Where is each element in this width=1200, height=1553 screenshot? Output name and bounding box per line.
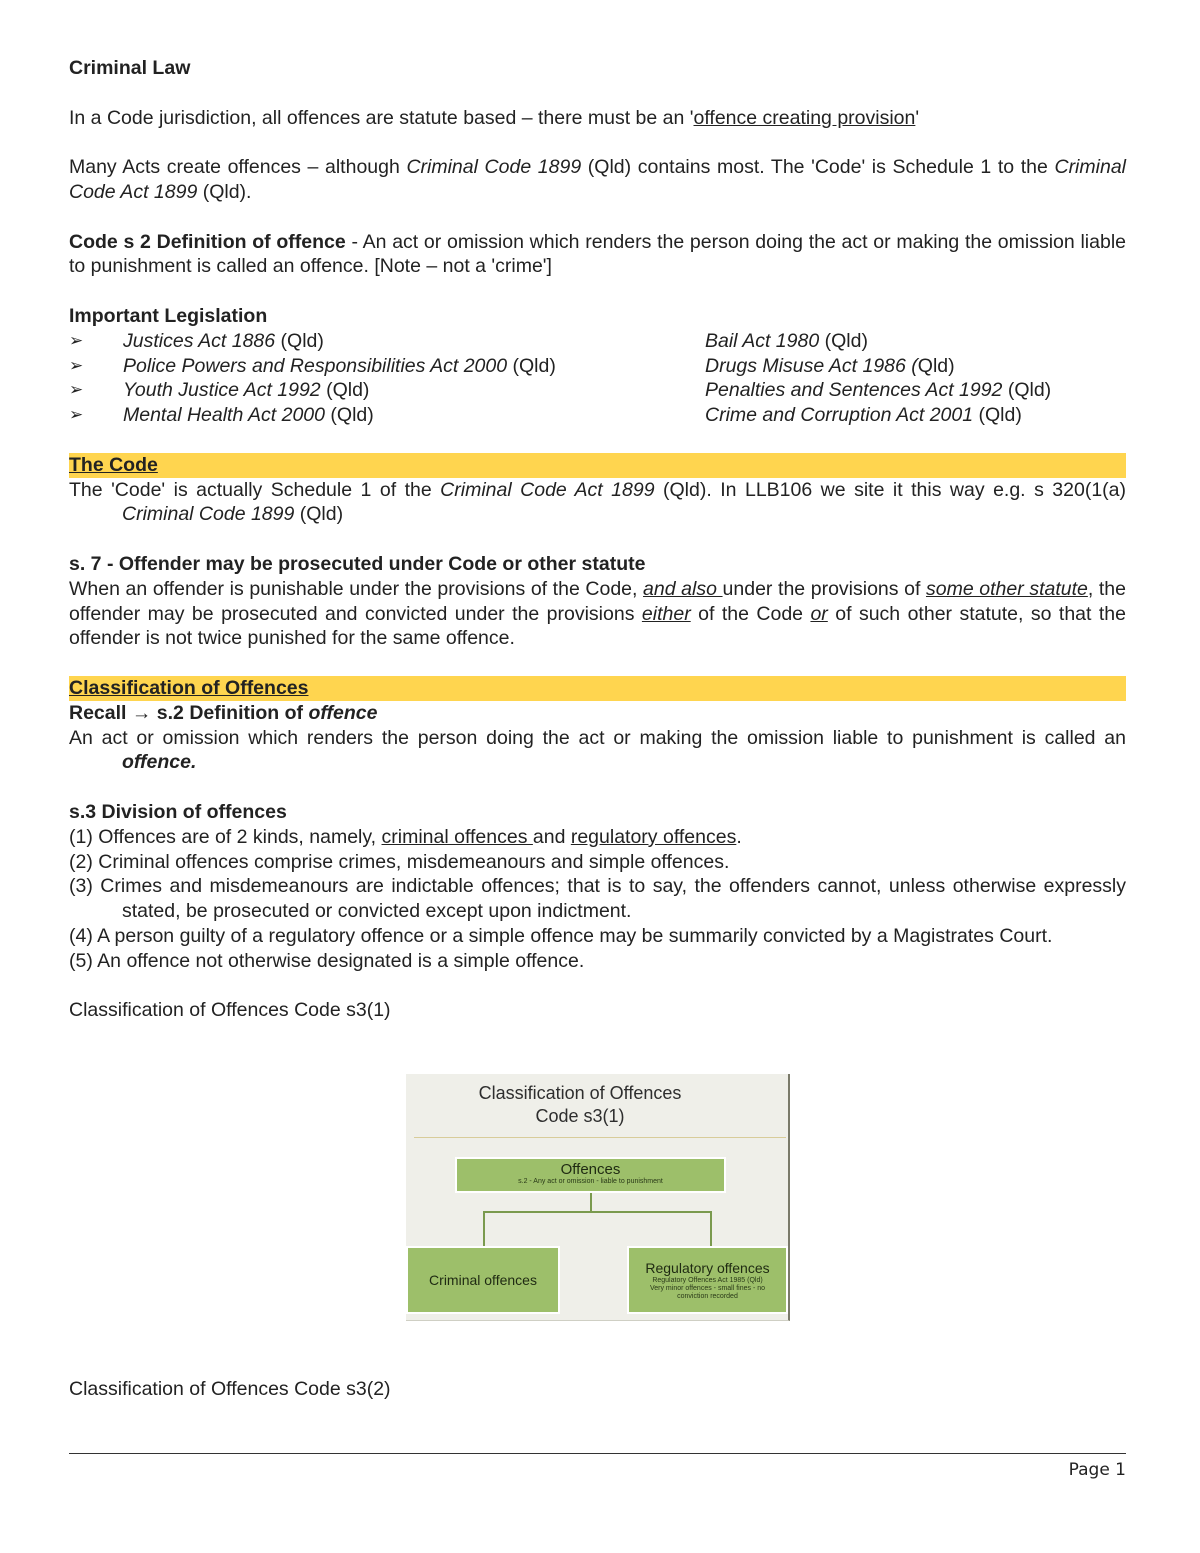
s3-item-5: (5) An offence not otherwise designated is a simple offence. [69,949,585,972]
legislation-item: Justices Act 1886 (Qld) [123,329,324,352]
intro-text: (Qld) contains most. The 'Code' is Schedule 1 to the [581,156,1055,179]
the-code-heading: The Code [69,453,1126,478]
act-name: Criminal Code 1899 [406,156,582,179]
regulatory-offences-box: Regulatory offences Regulatory Offences Act 1985 (Qld) Very minor offences - small fines - no conviction recorded [627,1246,788,1314]
s3-item-4: (4) A person guilty of a regulatory offence or a simple offence may be summarily convicted by a Magistrates Court. [69,924,1053,947]
footer-divider [69,1453,1126,1454]
criminal-offences-box: Criminal offences [406,1246,560,1314]
connector-line [590,1193,592,1211]
s7-heading: s. 7 - Offender may be prosecuted under Code or other statute [69,552,646,575]
classification-diagram [406,1074,790,1321]
document-body [69,56,1126,1023]
intro-text: (Qld). [197,180,252,203]
legislation-item: Penalties and Sentences Act 1992 (Qld) [705,379,1052,402]
legislation-item: Youth Justice Act 1992 (Qld) [123,379,370,402]
intro-text: In a Code jurisdiction, all offences are statute based – there must be an ' [69,106,694,129]
legislation-row [69,378,1126,403]
offence-creating-provision-term: offence creating provision [693,106,916,129]
legislation-item: Bail Act 1980 (Qld) [705,329,868,352]
legislation-item: Mental Health Act 2000 (Qld) [123,404,374,427]
recall-definition: An act or omission which renders the person doing the act or making the omission liable to punishment is called an offence. [69,726,1126,774]
act-name: Criminal Code Act 1899 [69,156,1126,203]
page-number: Page 1 [1068,1460,1126,1480]
legislation-row [69,403,1126,428]
offences-box: Offences s.2 - Any act or omission - liable to punishment [455,1157,726,1193]
s3-item-3: (3) Crimes and misdemeanours are indictable offences; that is to say, the offenders cannot, unless otherwise expressly stated, be prosecuted or convicted except upon indictment. [69,875,1126,923]
right-arrow-icon: → [131,701,152,724]
definition-label: Code s 2 Definition of offence [69,230,346,253]
connector-line [710,1211,712,1246]
diagram-caption-2: Classification of Offences Code s3(2) [69,1378,391,1400]
legislation-item: Crime and Corruption Act 2001 (Qld) [705,404,1022,427]
s3-item-2: (2) Criminal offences comprise crimes, misdemeanours and simple offences. [69,850,730,873]
the-code-paragraph: The 'Code' is actually Schedule 1 of the Criminal Code Act 1899 (Qld). In LLB106 we site it this way e.g. s 320(1(a) Criminal Code 1899 (Qld) [69,478,1126,526]
arrow-bullet-icon: ➢ [69,330,84,350]
connector-line [483,1211,485,1246]
classification-heading: Classification of Offences [69,676,1126,701]
intro-text: ' [915,106,920,129]
arrow-bullet-icon: ➢ [69,380,84,400]
diagram-caption-1: Classification of Offences Code s3(1) [69,999,391,1022]
definition-text: - An act or omission which renders the person doing the act or making the omission liable to punishment is called an offence. [Note – not a 'crime'] [69,230,1126,278]
legislation-item: Police Powers and Responsibilities Act 2000 (Qld) [123,354,556,377]
diagram-divider [414,1137,786,1138]
s3-heading: s.3 Division of offences [69,800,287,823]
document-heading: Criminal Law [69,57,191,79]
arrow-bullet-icon: ➢ [69,355,84,375]
legislation-row [69,354,1126,379]
s3-item-1: (1) Offences are of 2 kinds, namely, criminal offences and regulatory offences. [69,825,742,848]
connector-line [483,1211,712,1213]
intro-paragraph-2 [69,155,1126,205]
legislation-list [69,329,1126,428]
legislation-item: Drugs Misuse Act 1986 (Qld) [705,354,955,377]
recall-line: Recall → s.2 Definition of offence [69,701,378,724]
legislation-row [69,329,1126,354]
intro-text: Many Acts create offences – although [69,156,407,179]
intro-paragraph-1 [69,106,1126,131]
s7-paragraph: When an offender is punishable under the provisions of the Code, and also under the provisions of some other statute, the offender may be prosecuted and convicted under the provisions either of the Code or of such other statute, so that the offender is not twice punished for the same offence. [69,577,1126,650]
arrow-bullet-icon: ➢ [69,405,84,425]
legislation-heading: Important Legislation [69,304,268,327]
definition-paragraph [69,230,1126,280]
diagram-title: Classification of Offences Code s3(1) [478,1083,682,1126]
